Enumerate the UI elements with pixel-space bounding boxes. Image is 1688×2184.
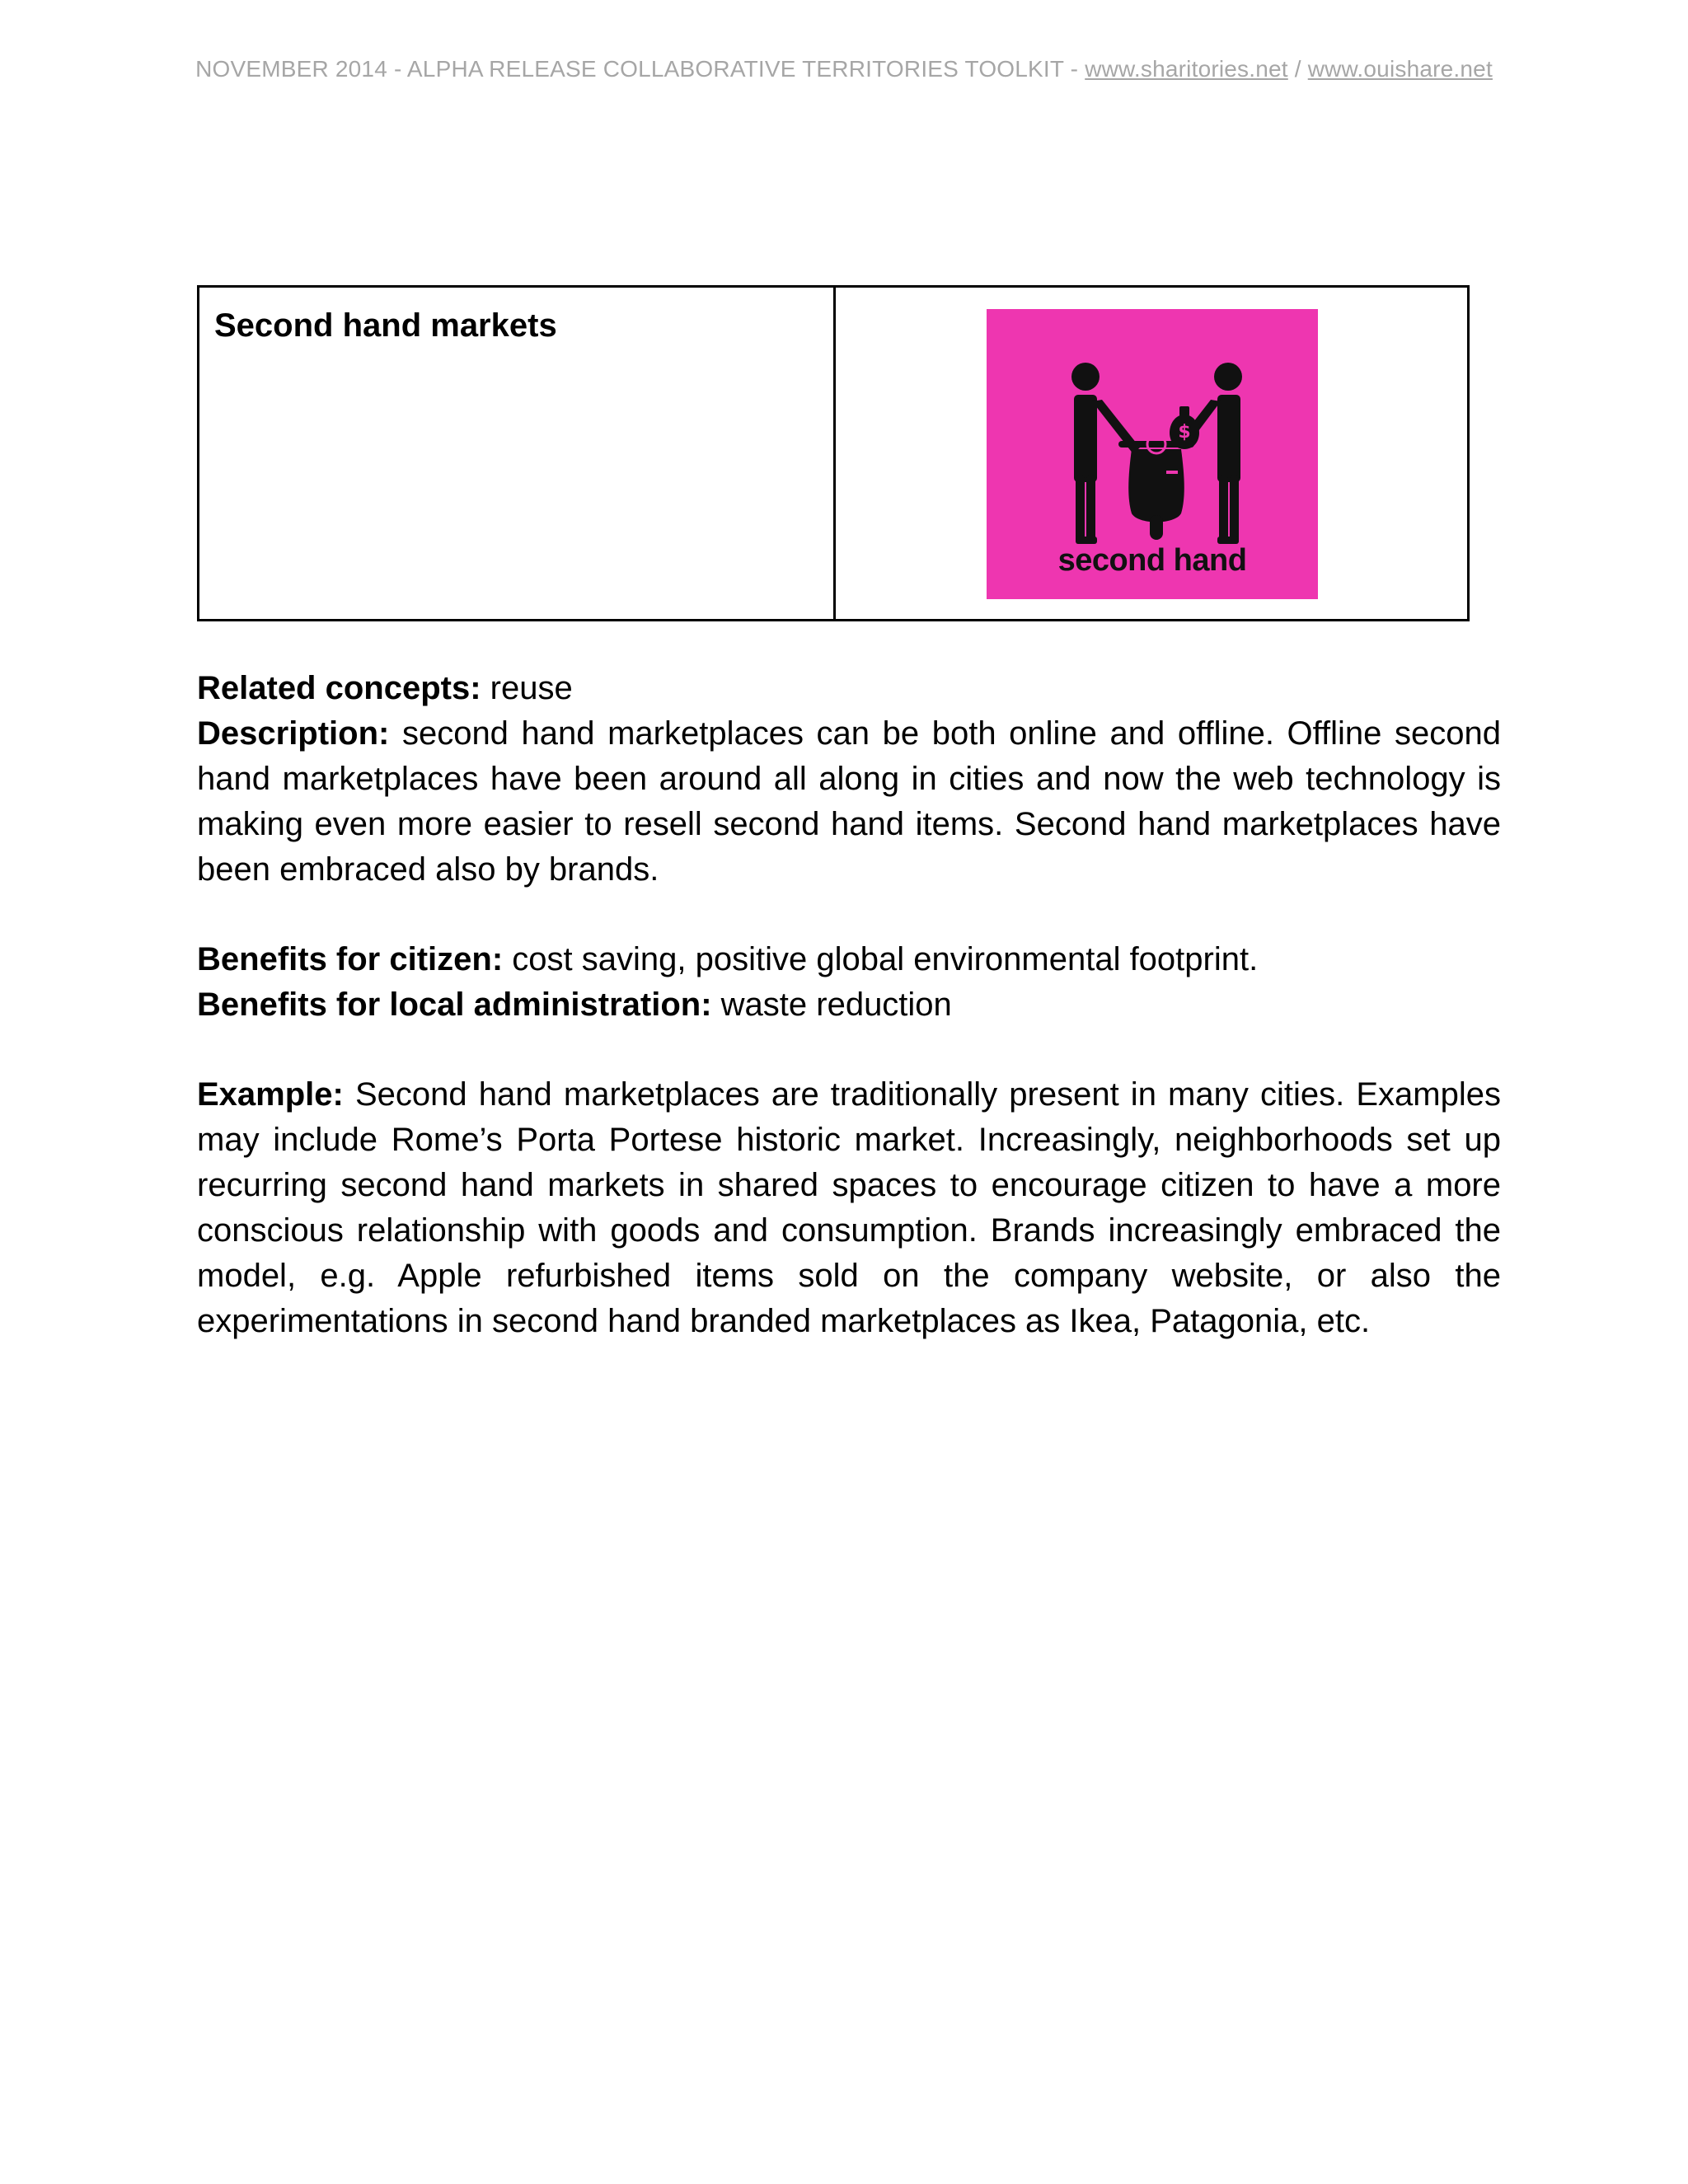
ouishare-link[interactable]: www.ouishare.net: [1307, 56, 1493, 82]
page-header: [0, 56, 1688, 82]
example-label: Example:: [197, 1076, 344, 1113]
description: [197, 711, 1501, 893]
benefits-admin-label: Benefits for local administration:: [197, 987, 712, 1023]
related-concepts-text: reuse: [481, 670, 573, 706]
related-concepts: [197, 666, 1501, 711]
header-text: NOVEMBER 2014 - ALPHA RELEASE COLLABORATIVE TERRITORIES TOOLKIT -: [195, 56, 1085, 82]
benefits-admin: [197, 982, 1501, 1028]
header-separator: /: [1287, 56, 1308, 82]
sharitories-link[interactable]: www.sharitories.net: [1085, 56, 1288, 82]
benefits-citizen-label: Benefits for citizen:: [197, 941, 504, 977]
card-title: Second hand markets: [214, 307, 557, 344]
card-title-cell: [199, 288, 836, 619]
svg-text:$: $: [1178, 422, 1191, 443]
concept-card: [197, 285, 1470, 621]
benefits-admin-text: waste reduction: [711, 987, 952, 1023]
pictogram-label: second hand: [1057, 543, 1247, 578]
related-concepts-label: Related concepts:: [197, 670, 481, 706]
benefits-citizen: [197, 937, 1501, 982]
benefits-citizen-text: cost saving, positive global environmental footprint.: [503, 941, 1259, 977]
description-label: Description:: [197, 715, 390, 752]
example-text: Second hand marketplaces are traditionally present in many cities. Examples may include Rome’s Porta Portese historic market. Increasingly, neighborhoods set up recurring second hand markets in shared spaces to encourage citizen to have a more conscious relationship with goods and consumption. Brands increasingly embraced the model, e.g. Apple refurbished items sold on the company website, or also the experimentations in second hand branded marketplaces as Ikea, Patagonia, etc.: [197, 1076, 1501, 1339]
second-hand-pictogram: [987, 309, 1318, 599]
example: [197, 1072, 1501, 1344]
spacer: [197, 893, 1501, 937]
spacer: [197, 1028, 1501, 1072]
description-text: second hand marketplaces can be both online and offline. Offline second hand marketplaces have been around all along in cities and now the web technology is making even more easier to resell second hand items. Second hand marketplaces have been embraced also by brands.: [197, 715, 1501, 888]
concept-details: [197, 666, 1501, 1344]
card-image-cell: [836, 288, 1467, 619]
